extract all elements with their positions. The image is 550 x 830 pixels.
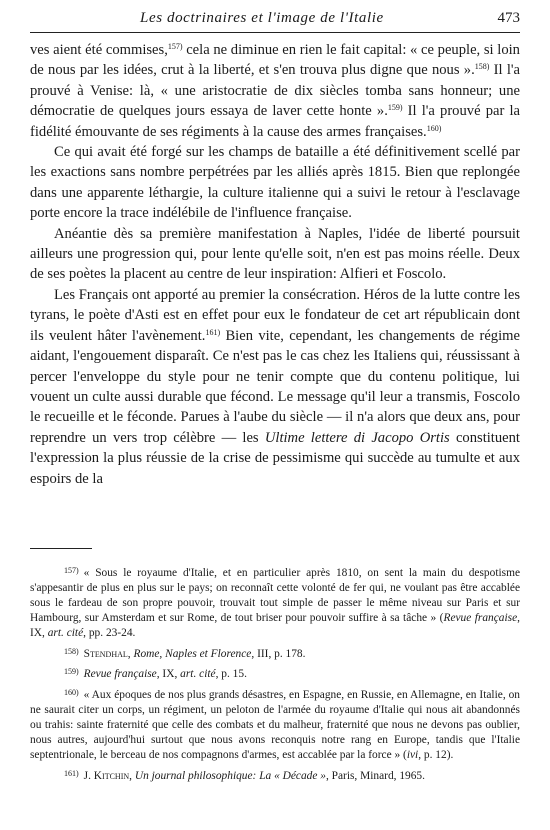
text-run: , p. 12).	[418, 748, 454, 761]
footnote-number: 161)	[64, 768, 79, 778]
text-run: , pp. 23-24.	[83, 626, 136, 639]
book-title: Rome, Naples et Florence	[133, 647, 252, 660]
footnote-ref-161: 161)	[205, 327, 221, 337]
footnote-ref-159: 159)	[387, 103, 403, 113]
footnote-number: 159)	[64, 667, 79, 677]
text-run: , Paris, Minard, 1965.	[325, 769, 425, 782]
citation-abbrev: ivi	[406, 748, 419, 761]
body-text	[30, 40, 520, 489]
footnote-number: 157)	[64, 566, 79, 575]
text-run: Bien vite, cependant, les changements de régime aidant, l'engouement disparaît. Ce n'est pas le cas chez les Italiens qui, réussissant à percer l'enveloppe du style pour ne tenir compte que du contenu politique, lui vouent un culte aussi durable que fécond. Le message qu'il leur a transmis, Foscolo le recueille et le féconde. Parues à l'aube du siècle — il n'a alors que deux ans, pour reprendre un vers trop célèbre — les	[30, 327, 520, 446]
footnote-ref-157: 157)	[167, 42, 183, 51]
footnote-160	[30, 688, 520, 763]
footnote-157	[30, 566, 520, 641]
running-head	[30, 6, 520, 33]
paragraph-4	[30, 285, 520, 489]
text-run: , III, p. 178.	[251, 647, 306, 660]
author-name: J. Kitchin	[83, 769, 130, 782]
paragraph-3: Anéantie dès sa première manifestation à Naples, l'idée de liberté poursuit ailleurs une progression qui, pour lente qu'elle soit, n'en est pas moins réelle. Deux de ses poètes la placent au centre de leur inspiration: Alfieri et Foscolo.	[30, 225, 520, 283]
footnote-ref-160: 160)	[426, 123, 442, 133]
running-title: Les doctrinaires et l'image de l'Italie	[140, 10, 384, 26]
footnote-159	[30, 667, 520, 682]
text-run: « Aux époques de nos plus grands désastres, en Espagne, en Russie, en Allemagne, en Italie, on ne saurait citer un corps, un régiment, un peloton de l'armée du royaume d'Italie qui nous ait abandonnés ou trahis: sainte fraternité que celle des combats et du malheur, fraternité que nous ne devons pas oublier, nous autres, aujourd'hui surtout que nous avons reconquis notre rang en Europe, tandis que l'Italie septentrionale, le berceau de nos compagnons d'armes, est accablée par la force » (	[30, 689, 520, 761]
page-number: 473	[497, 10, 520, 26]
text-run: ves aient été commises,	[30, 42, 168, 58]
journal-title: Revue française	[443, 611, 518, 624]
citation-abbrev: art. cité	[180, 668, 216, 681]
journal-title: Revue française	[83, 668, 157, 681]
text-run: cela ne diminue en rien le fait capital: « ce peuple, si loin de nous par les idées, crut à la liberté, et s'en trouva plus digne que nous ».	[30, 42, 520, 79]
book-title: Ultime lettere di Jacopo Ortis	[264, 429, 450, 446]
footnote-158	[30, 647, 520, 662]
author-name: Stendhal	[83, 647, 128, 660]
citation-abbrev: art. cité	[47, 626, 84, 639]
footnote-rule	[30, 548, 92, 549]
text-run: , p. 15.	[215, 668, 247, 681]
footnote-number: 158)	[64, 646, 79, 656]
text-run: constituent l'expression la plus réussie de la crise de pessimisme qui succède au tumulte et aux espoirs de la	[30, 429, 520, 487]
footnote-ref-158: 158)	[474, 62, 490, 72]
text-run: , IX,	[156, 668, 181, 681]
text-run: Les Français ont apporté au premier la consécration. Héros de la lutte contre les tyrans, le poète d'Asti est en effet pour eux le fondateur de cet art républicain dont ils veulent hâter l'avènement.	[30, 286, 520, 344]
book-title: Un journal philosophique: La « Décade »	[134, 769, 326, 782]
paragraph-2: Ce qui avait été forgé sur les champs de bataille a été définitivement scellé par les exactions sans nombre perpétrées par les alliés après 1815. Bien que replongée dans une apparente léthargie, la culture italienne qui a suivi le retour à l'esclavage porte encore la trace indélébile de l'influence française.	[30, 144, 520, 222]
footnotes	[30, 566, 520, 790]
text-run: ,	[127, 647, 134, 660]
paragraph-1	[30, 40, 520, 142]
footnote-161	[30, 769, 520, 784]
text-run: « Sous le royaume d'Italie, et en particulier après 1810, on sent la main du despotisme s'appesantir de plus en plus sur le pays; on reconnaît cette volonté de fer qui, ne voulant pas être accablée sous le fardeau de son propre pouvoir, trouvait tout simple de passer le même niveau sur Paris et sur Hambourg, sur Amsterdam et sur Rome, de tout briser pour pouvoir suffire à sa tâche » (	[30, 567, 520, 624]
footnote-number: 160)	[64, 688, 79, 698]
text-run: , IX,	[30, 611, 521, 639]
text-run: ,	[129, 769, 135, 782]
text-run: Il l'a prouvé à Venise: là, « une aristocratie de dix siècles tomba sans honneur; une démocratie de quelques jours essaya de laver cette honte ».	[30, 62, 521, 120]
text-run: Il l'a prouvé par la fidélité émouvante de ses régiments à la cause des armes françaises.	[30, 103, 520, 140]
